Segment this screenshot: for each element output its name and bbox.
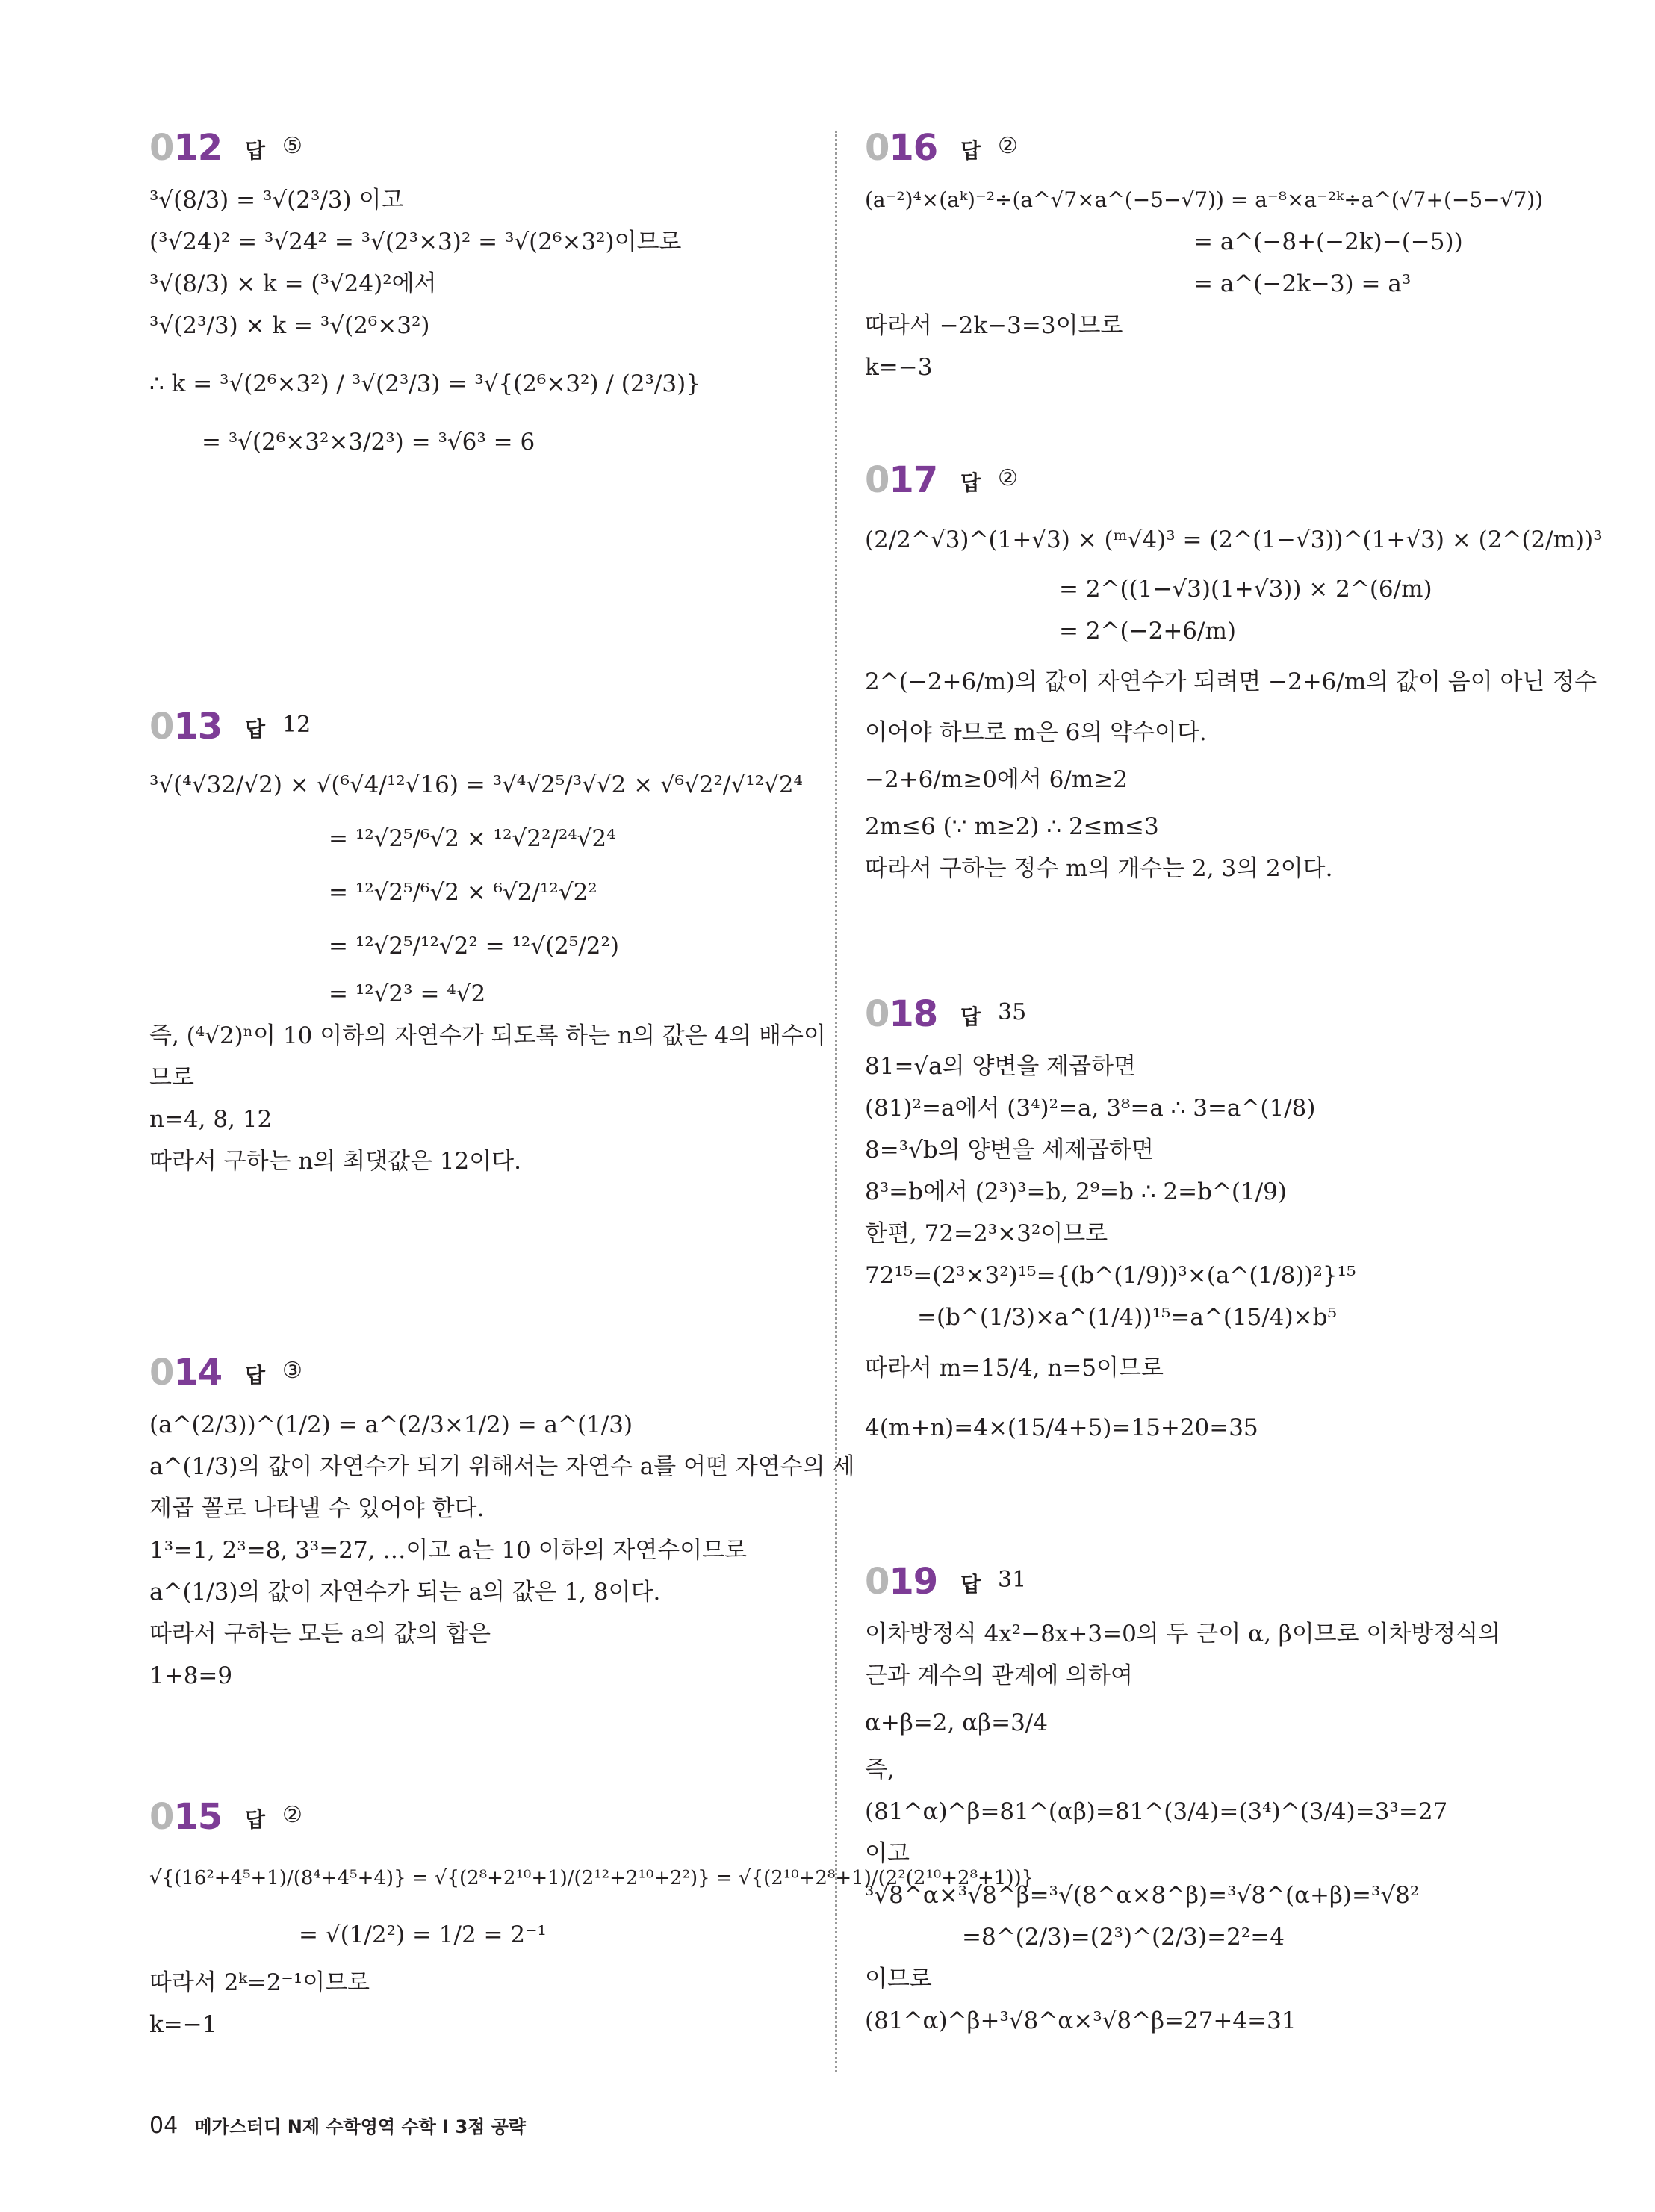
solution-line: (a⁻²)⁴×(aᵏ)⁻²÷(a^√7×a^(−5−√7)) = a⁻⁸×a⁻²ᵏ÷a^(√7+(−5−√7)): [865, 187, 1544, 212]
problem-number: 017: [865, 459, 938, 501]
answer-label: 답: [960, 1572, 981, 1597]
solution-line: n=4, 8, 12: [149, 1106, 273, 1133]
problem-header: [149, 706, 822, 758]
solution-line: ∴ k = ³√(2⁶×3²) / ³√(2³/3) = ³√{(2⁶×3²) / (2³/3)}: [149, 370, 701, 397]
solution-line: = ³√(2⁶×3²×3/2³) = ³√6³ = 6: [202, 429, 535, 456]
problem-016: [865, 127, 1544, 388]
problem-header: [865, 459, 1537, 512]
solution-line: = a^(−8+(−2k)−(−5)): [1193, 229, 1463, 255]
solution-line: (³√24)² = ³√24² = ³√(2³×3)² = ³√(2⁶×3²)이므로: [149, 229, 682, 255]
problem-number: 013: [149, 706, 223, 748]
solution-line: 이고: [865, 1840, 910, 1867]
answer-value: ⑤: [282, 133, 302, 159]
solution-line: 한편, 72=2³×3²이므로: [865, 1220, 1108, 1247]
answer-value: ②: [282, 1802, 302, 1828]
solution-line: = ¹²√2⁵/⁶√2 × ¹²√2²/²⁴√2⁴: [329, 825, 616, 852]
problem-018: [865, 993, 1537, 1458]
solution-line: =8^(2/3)=(2³)^(2/3)=2²=4: [962, 1924, 1285, 1951]
problem-header: [149, 1796, 822, 1848]
solution-line: ³√(⁴√32/√2) × √(⁶√4/¹²√16) = ³√⁴√2⁵/³√√2 × √⁶√2²/√¹²√2⁴: [149, 771, 803, 798]
answer-label: 답: [960, 1004, 981, 1029]
problem-number: 018: [865, 993, 938, 1035]
solution-line: = ¹²√2⁵/⁶√2 × ⁶√2/¹²√2²: [329, 879, 597, 906]
answer-label: 답: [245, 1363, 266, 1388]
solution-line: 따라서 구하는 모든 a의 값의 합은: [149, 1621, 491, 1647]
page-number: 04: [149, 2113, 178, 2139]
solution-line: = ¹²√2³ = ⁴√2: [329, 981, 486, 1007]
problem-header: [865, 993, 1537, 1046]
solution-line: 따라서 m=15/4, n=5이므로: [865, 1355, 1164, 1382]
solution-line: ³√(8/3) = ³√(2³/3) 이고: [149, 187, 404, 214]
problem-number: 019: [865, 1561, 938, 1603]
solution-line: 1+8=9: [149, 1662, 233, 1689]
solution-line: (a^(2/3))^(1/2) = a^(2/3×1/2) = a^(1/3): [149, 1411, 633, 1438]
problem-014: [149, 1352, 855, 1697]
solution-line: 즉,: [865, 1756, 895, 1783]
solution-line: −2+6/m≥0에서 6/m≥2: [865, 766, 1128, 793]
solution-line: a^(1/3)의 값이 자연수가 되기 위해서는 자연수 a를 어떤 자연수의 세: [149, 1453, 855, 1480]
solution-line: 따라서 2ᵏ=2⁻¹이므로: [149, 1969, 370, 1996]
solution-line: 므로: [149, 1064, 194, 1091]
solution-line: 2m≤6 (∵ m≥2) ∴ 2≤m≤3: [865, 813, 1159, 840]
problem-header: [865, 127, 1537, 179]
solution-line: ³√8^α×³√8^β=³√(8^α×8^β)=³√8^(α+β)=³√8²: [865, 1882, 1420, 1909]
answer-label: 답: [245, 138, 266, 163]
problem-013: [149, 706, 826, 1182]
page-footer: [149, 2112, 526, 2139]
answer-value: ②: [998, 133, 1018, 159]
solution-line: 이어야 하므로 m은 6의 약수이다.: [865, 719, 1207, 746]
solution-line: √{(16²+4⁵+1)/(8⁴+4⁵+4)} = √{(2⁸+2¹⁰+1)/(2¹²+2¹⁰+2²)} = √{(2¹⁰+2⁸+1)/(2²(2¹⁰+2⁸+1))}: [149, 1867, 1034, 1889]
solution-line: = 2^((1−√3)(1+√3)) × 2^(6/m): [1059, 576, 1432, 603]
solution-line: 제곱 꼴로 나타낼 수 있어야 한다.: [149, 1495, 485, 1522]
solution-line: (2/2^√3)^(1+√3) × (ᵐ√4)³ = (2^(1−√3))^(1+√3) × (2^(2/m))³: [865, 526, 1603, 553]
problem-header: [149, 127, 822, 179]
problem-019: [865, 1561, 1537, 2042]
answer-value: 31: [998, 1567, 1027, 1593]
answer-label: 답: [960, 470, 981, 495]
answer-label: 답: [245, 1807, 266, 1832]
solution-line: a^(1/3)의 값이 자연수가 되는 a의 값은 1, 8이다.: [149, 1579, 661, 1606]
answer-value: 12: [282, 712, 311, 738]
solution-line: = √(1/2²) = 1/2 = 2⁻¹: [299, 1921, 547, 1948]
solution-line: α+β=2, αβ=3/4: [865, 1709, 1048, 1736]
solution-line: 81=√a의 양변을 제곱하면: [865, 1053, 1136, 1080]
problem-number: 014: [149, 1352, 223, 1394]
solution-line: 따라서 구하는 n의 최댓값은 12이다.: [149, 1148, 521, 1175]
problem-number: 015: [149, 1796, 223, 1838]
problem-number: 016: [865, 127, 938, 169]
solution-line: =(b^(1/3)×a^(1/4))¹⁵=a^(15/4)×b⁵: [917, 1304, 1337, 1331]
answer-value: 35: [998, 999, 1027, 1025]
problem-012: [149, 127, 822, 463]
solution-line: 근과 계수의 관계에 의하여: [865, 1662, 1133, 1689]
solution-line: 4(m+n)=4×(15/4+5)=15+20=35: [865, 1414, 1258, 1441]
solution-line: 즉, (⁴√2)ⁿ이 10 이하의 자연수가 되도록 하는 n의 값은 4의 배수이: [149, 1022, 826, 1049]
solution-line: 8=³√b의 양변을 세제곱하면: [865, 1137, 1154, 1164]
solution-line: 2^(−2+6/m)의 값이 자연수가 되려면 −2+6/m의 값이 음이 아닌 정수: [865, 668, 1597, 695]
solution-line: (81)²=a에서 (3⁴)²=a, 3⁸=a ∴ 3=a^(1/8): [865, 1095, 1316, 1122]
solution-line: 이므로: [865, 1966, 932, 1992]
solution-line: k=−3: [865, 354, 933, 381]
solution-line: = 2^(−2+6/m): [1059, 618, 1236, 644]
solution-line: k=−1: [149, 2011, 217, 2038]
solution-line: ³√(2³/3) × k = ³√(2⁶×3²): [149, 312, 430, 339]
problem-017: [865, 459, 1603, 889]
answer-value: ②: [998, 465, 1018, 491]
book-title: 메가스터디 N제 수학영역 수학 Ⅰ 3점 공략: [194, 2116, 527, 2137]
solution-line: = a^(−2k−3) = a³: [1193, 270, 1412, 297]
solution-line: (81^α)^β+³√8^α×³√8^β=27+4=31: [865, 2007, 1297, 2034]
answer-value: ③: [282, 1358, 302, 1384]
problem-number: 012: [149, 127, 223, 169]
answer-label: 답: [960, 138, 981, 163]
problem-header: [865, 1561, 1537, 1613]
solution-line: (81^α)^β=81^(αβ)=81^(3/4)=(3⁴)^(3/4)=3³=27: [865, 1798, 1448, 1825]
answer-label: 답: [245, 717, 266, 742]
solution-line: 8³=b에서 (2³)³=b, 2⁹=b ∴ 2=b^(1/9): [865, 1178, 1288, 1205]
solution-line: 1³=1, 2³=8, 3³=27, …이고 a는 10 이하의 자연수이므로: [149, 1537, 748, 1564]
column-divider: [835, 131, 837, 2072]
problem-header: [149, 1352, 822, 1404]
solution-line: 따라서 −2k−3=3이므로: [865, 312, 1123, 339]
solution-line: 이차방정식 4x²−8x+3=0의 두 근이 α, β이므로 이차방정식의: [865, 1621, 1501, 1647]
solution-line: 72¹⁵=(2³×3²)¹⁵={(b^(1/9))³×(a^(1/8))²}¹⁵: [865, 1262, 1356, 1289]
solution-line: ³√(8/3) × k = (³√24)²에서: [149, 270, 437, 297]
solution-line: 따라서 구하는 정수 m의 개수는 2, 3의 2이다.: [865, 855, 1333, 882]
solution-line: = ¹²√2⁵/¹²√2² = ¹²√(2⁵/2²): [329, 933, 620, 960]
